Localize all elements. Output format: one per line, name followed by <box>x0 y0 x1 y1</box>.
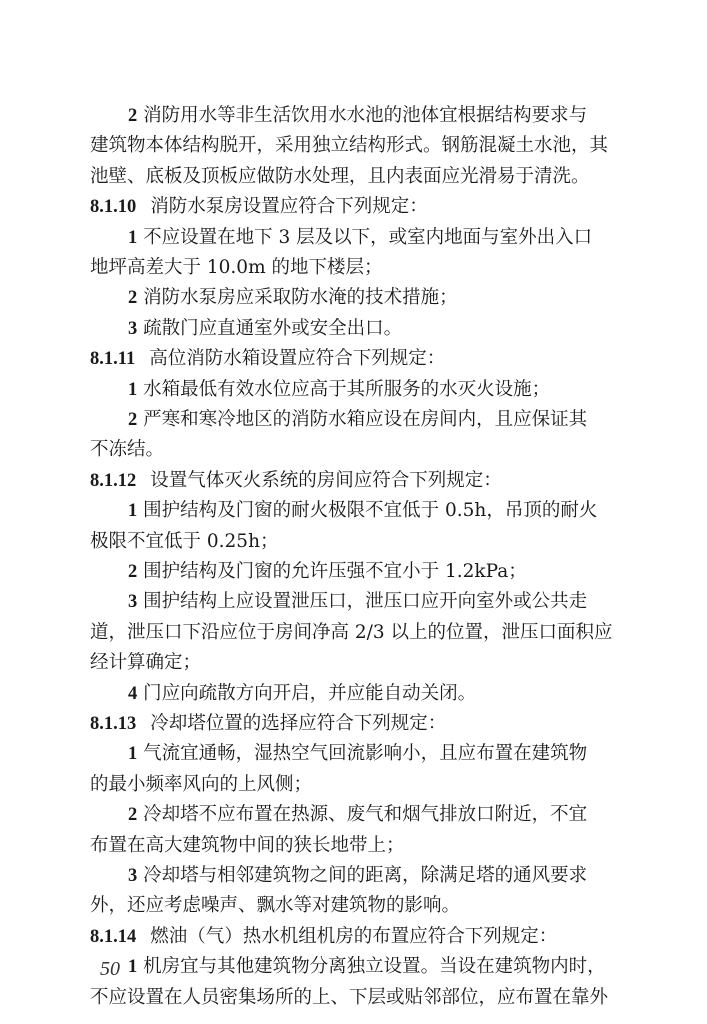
text-line <box>90 772 707 798</box>
text-line <box>90 468 707 494</box>
line-text: 严寒和寒冷地区的消防水箱应设在房间内，且应保证其 <box>137 409 588 430</box>
line-text: 布置在高大建筑物中间的狭长地带上； <box>90 834 405 856</box>
line-text: 消防用水等非生活饮用水水池的池体宜根据结构要求与 <box>137 105 588 126</box>
line-text: 冷却塔位置的选择应符合下列规定： <box>150 713 447 734</box>
item-number: 2 <box>128 410 138 430</box>
line-text: 极限不宜低于 0.25h； <box>90 530 279 552</box>
line-text: 经计算确定； <box>90 652 202 674</box>
line-text: 设置气体灭火系统的房间应符合下列规定： <box>150 469 502 491</box>
text-line <box>128 802 707 828</box>
text-line <box>128 741 707 767</box>
text-line <box>90 346 707 372</box>
item-number: 1 <box>128 957 138 978</box>
text-line <box>90 833 707 859</box>
line-text: 高位消防水箱设置应符合下列规定： <box>149 348 446 370</box>
text-line <box>90 711 707 737</box>
item-number: 2 <box>128 805 138 826</box>
item-number: 3 <box>128 592 138 613</box>
line-text: 冷却塔与相邻建筑物之间的距离，除满足塔的通风要求 <box>137 865 588 886</box>
line-text: 围护结构上应设置泄压口，泄压口应开向室外或公共走 <box>137 591 588 613</box>
item-number: 1 <box>128 501 138 522</box>
line-text: 道，泄压口下沿应位于房间净高 2/3 以上的位置，泄压口面积应 <box>90 621 613 643</box>
section-number: 8.1.13 <box>90 714 137 734</box>
line-text: 围护结构及门窗的允许压强不宜小于 1.2kPa； <box>137 561 527 582</box>
text-line <box>128 285 707 311</box>
text-line <box>128 863 707 889</box>
line-text: 建筑物本体结构脱开，采用独立结构形式。钢筋混凝土水池，其 <box>90 135 609 157</box>
line-text: 消防水泵房设置应符合下列规定： <box>150 196 428 218</box>
text-line <box>90 985 707 1011</box>
line-text: 机房宜与其他建筑物分离独立设置。当设在建筑物内时， <box>137 956 606 978</box>
text-line <box>128 589 707 615</box>
section-number: 8.1.10 <box>90 197 137 218</box>
text-line <box>128 225 707 251</box>
line-text: 的最小频率风向的上风侧； <box>90 773 313 795</box>
item-number: 1 <box>128 227 138 248</box>
line-text: 燃油（气）热水机组机房的布置应符合下列规定： <box>150 925 558 947</box>
line-text: 池壁、底板及顶板应做防水处理，且内表面应光滑易于清洗。 <box>90 165 590 187</box>
text-line <box>128 559 707 585</box>
text-line <box>90 924 707 950</box>
text-line <box>128 954 707 980</box>
page-number: 50 <box>100 958 120 980</box>
line-text: 冷却塔不应布置在热源、废气和烟气排放口附近，不宜 <box>137 804 588 826</box>
section-number: 8.1.11 <box>90 349 136 370</box>
item-number: 3 <box>128 866 138 886</box>
text-line <box>128 316 707 342</box>
item-number: 2 <box>128 288 138 309</box>
text-line <box>90 529 707 555</box>
text-line <box>128 681 707 707</box>
text-line <box>90 164 707 190</box>
line-text: 不应设置在地下 3 层及以下，或室内地面与室外出入口 <box>137 226 593 248</box>
item-number: 4 <box>128 683 138 704</box>
text-line <box>128 407 707 433</box>
text-line <box>90 255 707 281</box>
line-text: 外，还应考虑噪声、飘水等对建筑物的影响。 <box>90 895 461 917</box>
text-line <box>90 133 707 159</box>
line-text: 门应向疏散方向开启，并应能自动关闭。 <box>137 682 477 704</box>
section-number: 8.1.14 <box>90 926 137 947</box>
line-text: 不应设置在人员密集场所的上、下层或贴邻部位，应布置在靠外 <box>90 986 609 1008</box>
line-text: 消防水泵房应采取防水淹的技术措施； <box>137 287 458 309</box>
line-text: 疏散门应直通室外或安全出口。 <box>137 317 403 339</box>
line-text: 地坪高差大于 10.0m 的地下楼层； <box>90 257 383 278</box>
item-number: 2 <box>128 106 138 126</box>
text-line <box>128 103 707 129</box>
item-number: 3 <box>128 318 138 339</box>
text-line <box>90 650 707 676</box>
line-text: 水箱最低有效水位应高于其所服务的水灭火设施； <box>137 378 551 400</box>
item-number: 1 <box>128 744 138 765</box>
text-line <box>128 377 707 403</box>
section-number: 8.1.12 <box>90 470 137 491</box>
line-text: 气流宜通畅，湿热空气回流影响小，且应布置在建筑物 <box>137 743 588 765</box>
line-text: 不冻结。 <box>90 439 165 461</box>
item-number: 1 <box>128 379 138 400</box>
text-line <box>90 194 707 220</box>
line-text: 围护结构及门窗的耐火极限不宜低于 0.5h，吊顶的耐火 <box>137 500 598 522</box>
text-line <box>128 498 707 524</box>
text-line <box>90 437 707 463</box>
text-line <box>90 620 707 646</box>
text-line <box>90 893 707 919</box>
item-number: 2 <box>128 562 138 582</box>
